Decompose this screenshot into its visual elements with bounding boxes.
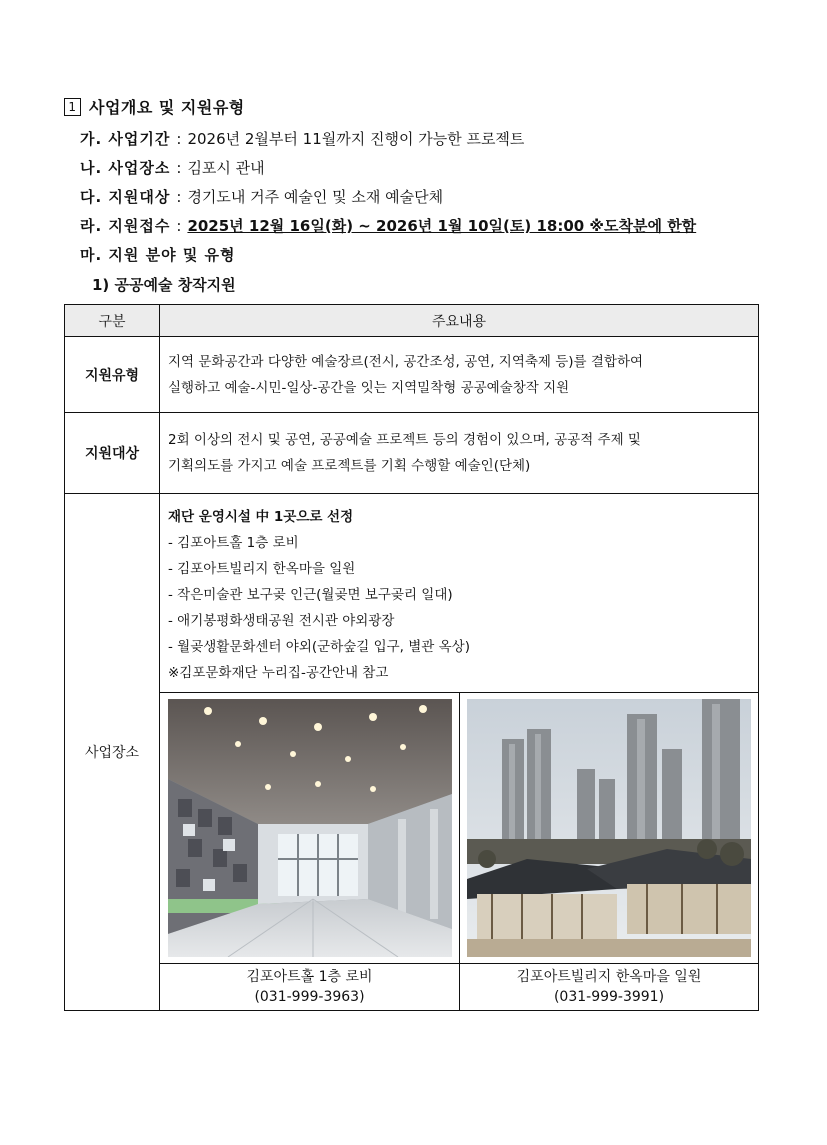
location-item: - 애기봉평화생태공원 전시관 야외광장	[168, 613, 395, 629]
photo-row	[65, 693, 759, 964]
content-line: 2회 이상의 전시 및 공연, 공공예술 프로젝트 등의 경험이 있으며, 공공적 주제 및	[168, 432, 641, 448]
row-head-type: 지원유형	[65, 337, 160, 413]
item-field	[80, 244, 236, 265]
item-label: 라. 지원접수	[80, 217, 171, 235]
location-intro: 재단 운영시설 中 1곳으로 선정	[168, 509, 354, 525]
item-place: 나. 사업장소 : 김포시 관내	[80, 159, 265, 177]
row-content-type	[160, 337, 759, 413]
caption-title: 김포아트홀 1층 로비	[246, 969, 373, 985]
photo-cell-hanok	[460, 693, 759, 964]
header-content: 주요내용	[160, 305, 759, 337]
location-note: ※김포문화재단 누리집-공간안내 참고	[168, 665, 389, 681]
row-head-target: 지원대상	[65, 413, 160, 494]
header-category: 구분	[65, 305, 160, 337]
caption-title: 김포아트빌리지 한옥마을 일원	[516, 969, 702, 985]
caption-phone: (031-999-3963)	[254, 989, 365, 1005]
content-line: 지역 문화공간과 다양한 예술장르(전시, 공간조성, 공연, 지역축제 등)를 결합하여	[168, 353, 644, 370]
location-item: - 김포아트빌리지 한옥마을 일원	[168, 561, 356, 577]
table-row	[65, 494, 759, 693]
table-row	[65, 337, 759, 413]
photo-cell-lobby	[160, 693, 460, 964]
table-header-row	[65, 305, 759, 337]
support-table	[64, 304, 759, 1011]
section-title	[64, 95, 245, 118]
item-value: 2026년 2월부터 11월까지 진행이 가능한 프로젝트	[187, 130, 525, 148]
location-list	[160, 494, 759, 693]
item-label: 가. 사업기간	[80, 130, 171, 148]
caption-hanok	[460, 964, 759, 1011]
hanok-photo-icon	[467, 699, 751, 957]
location-item: - 작은미술관 보구곶 인근(월곶면 보구곶리 일대)	[168, 587, 453, 603]
item-period: 가. 사업기간 : 2026년 2월부터 11월까지 진행이 가능한 프로젝트	[80, 130, 525, 148]
item-label: 다. 지원대상	[80, 188, 171, 206]
row-content-target	[160, 413, 759, 494]
section-title-text: 사업개요 및 지원유형	[89, 98, 245, 117]
content-line: 기획의도를 가지고 예술 프로젝트를 기획 수행할 예술인(단체)	[168, 458, 531, 474]
item-label: 마. 지원 분야 및 유형	[80, 246, 236, 264]
table-row	[65, 413, 759, 494]
item-value: 김포시 관내	[187, 159, 265, 177]
location-item: - 월곶생활문화센터 야외(군하숲길 입구, 별관 옥상)	[168, 639, 470, 655]
content-line: 실행하고 예술-시민-일상-공간을 잇는 지역밀착형 공공예술창작 지원	[168, 379, 570, 396]
location-item: - 김포아트홀 1층 로비	[168, 535, 299, 551]
subsection-title: 1) 공공예술 창작지원	[92, 276, 236, 294]
item-target: 다. 지원대상 : 경기도내 거주 예술인 및 소재 예술단체	[80, 188, 444, 206]
row-head-location: 사업장소	[65, 494, 160, 1011]
section-number: 1	[64, 98, 81, 116]
caption-lobby	[160, 964, 460, 1011]
item-value: 경기도내 거주 예술인 및 소재 예술단체	[187, 188, 444, 206]
caption-phone: (031-999-3991)	[553, 989, 665, 1005]
application-period: 2025년 12월 16일(화) ~ 2026년 1월 10일(토) 18:00 ※도착분에 한함	[187, 217, 697, 235]
lobby-photo-icon	[168, 699, 452, 957]
item-application: 라. 지원접수 : 2025년 12월 16일(화) ~ 2026년 1월 10일(토) 18:00 ※도착분에 한함	[80, 217, 697, 235]
item-label: 나. 사업장소	[80, 159, 171, 177]
caption-row	[65, 964, 759, 1011]
